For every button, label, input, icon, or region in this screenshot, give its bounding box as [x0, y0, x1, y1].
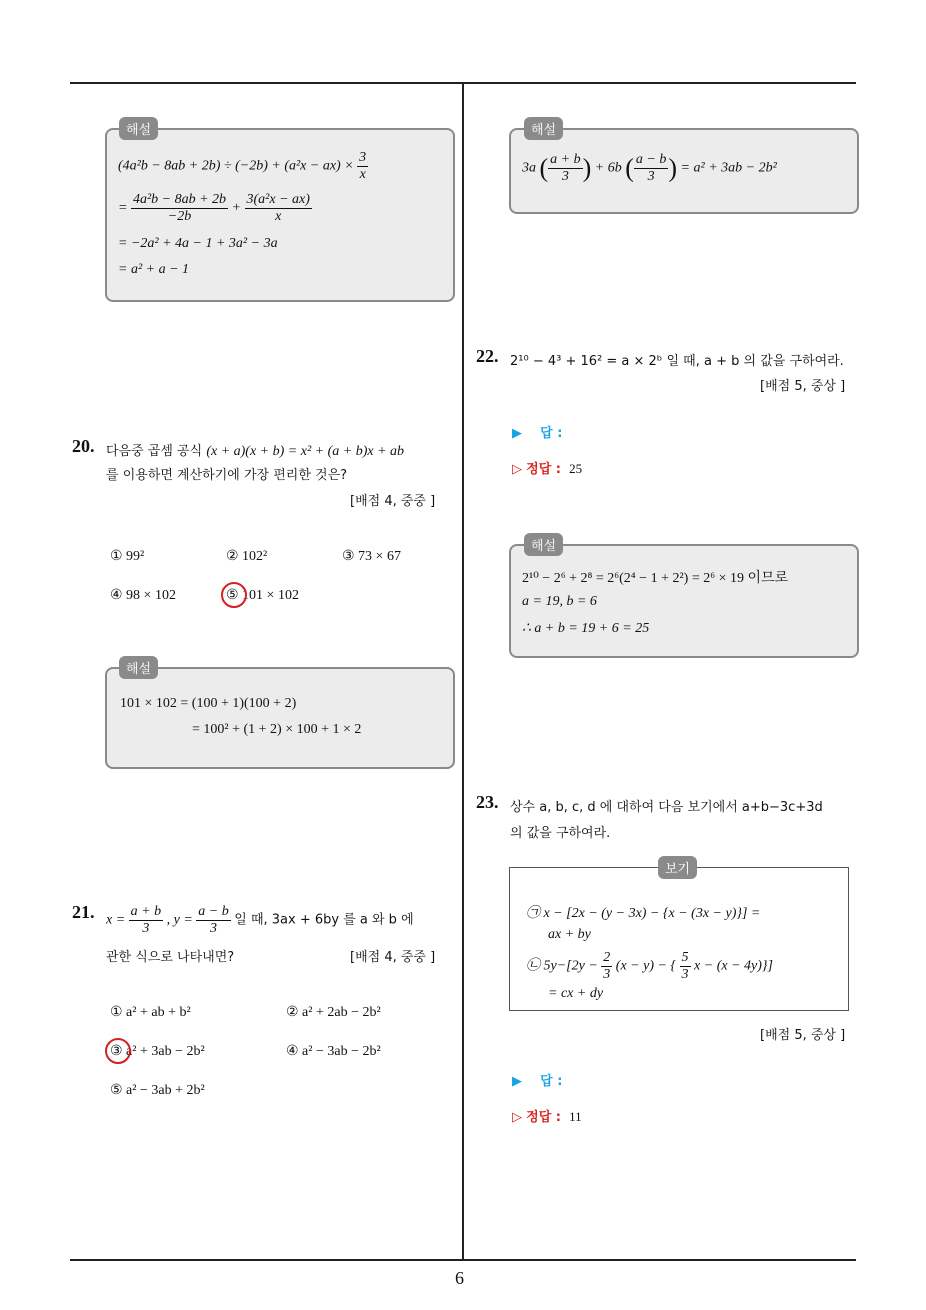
q19-solution-tag: 해설: [119, 117, 158, 140]
q23-correct-label: 정답 :: [526, 1110, 561, 1125]
q21-sol-rhs: = a² + 3ab − 2b²: [680, 160, 777, 176]
q19-sol-line1-text: (4a²b − 8ab + 2b) ÷ (−2b) + (a²x − ax) ×: [118, 158, 354, 174]
q20-selected-mark: [221, 582, 247, 608]
column-divider: [462, 83, 464, 1260]
q19-sol-line4: = a² + a − 1: [118, 262, 190, 277]
q20-grade: [배점 4, 중중 ]: [350, 494, 436, 509]
correct-triangle-icon: ▷: [512, 1110, 522, 1125]
q23-text-line2: 의 값을 구하여라.: [510, 826, 611, 841]
q19-f2-den: x: [275, 209, 282, 224]
q19-sol-line2: [118, 192, 312, 225]
q20-text-line1: [106, 440, 404, 460]
q21-y-eq: , y =: [166, 912, 193, 928]
q22-answer-label: 답 :: [540, 426, 563, 441]
q20-choice-3[interactable]: ③ 73 × 67: [342, 549, 401, 564]
q19-frac-num: 3: [359, 150, 367, 165]
q23-i2-num1: 2: [603, 950, 611, 965]
q21-choice-2[interactable]: ② a² + 2ab − 2b²: [286, 1005, 381, 1020]
q23-i2-den1: 3: [603, 967, 611, 982]
q21-number: 21.: [72, 902, 95, 922]
q20-choice-5[interactable]: ⑤ 101 × 102: [226, 588, 299, 603]
q23-item1-line1: ㉠ x − [2x − (y − 3x) − {x − (3x − y)}] =: [526, 906, 761, 921]
q22-solution-tag: 해설: [524, 533, 563, 556]
q22-answer-row: [512, 422, 562, 441]
q21-sol-n1: a + b: [550, 152, 581, 167]
correct-triangle-icon: ▷: [512, 462, 522, 477]
q23-i2-pre: ㉡ 5y−[2y −: [526, 958, 598, 974]
q21-y-num: a − b: [198, 904, 229, 919]
q21-text-line2: 관한 식으로 나타내면?: [106, 950, 235, 965]
q22-correct-value: 25: [569, 461, 583, 476]
q21-sol-n2: a − b: [635, 152, 667, 167]
q22-text: 2¹⁰ − 4³ + 16² = a × 2ᵇ 일 때, a + b 의 값을 구하여라.: [510, 354, 844, 369]
q19-sol-line1: [118, 150, 368, 183]
q20-sol-line1: 101 × 102 = (100 + 1)(100 + 2): [120, 696, 297, 711]
answer-arrow-icon: ▶: [512, 426, 522, 441]
page-number: 6: [455, 1268, 464, 1288]
q20-choice-2[interactable]: ② 102²: [226, 549, 268, 564]
q23-text-line1: 상수 a, b, c, d 에 대하여 다음 보기에서 a+b−3c+3d: [510, 800, 823, 815]
q23-correct-row: [512, 1106, 582, 1125]
q23-answer-row: [512, 1070, 562, 1089]
q21-sol-a: 3a: [522, 160, 536, 176]
q21-sol-line: 3a ( $\frac{a + b}{3}$ ) + 6b ( $\frac{a - b}{3}$ ) = a² + 3ab − 2b²: [522, 152, 777, 184]
q19-frac-den: x: [359, 167, 366, 182]
q21-choice-3[interactable]: ③ a² + 3ab − 2b²: [110, 1044, 205, 1059]
q21-text-line1: [106, 904, 414, 937]
q21-sol-mid: + 6b: [594, 160, 622, 176]
bottom-rule: [70, 1259, 856, 1261]
q21-selected-mark: [105, 1038, 131, 1064]
q22-sol-line3: ∴ a + b = 19 + 6 = 25: [522, 621, 650, 636]
q22-number: 22.: [476, 346, 499, 366]
q19-l2-eq: =: [118, 200, 128, 216]
q21-text1: 일 때, 3ax + 6by 를 a 와 b 에: [234, 912, 414, 928]
answer-arrow-icon: ▶: [512, 1074, 522, 1089]
q23-i2-num2: 5: [681, 950, 689, 965]
q23-i2-den2: 3: [681, 967, 689, 982]
q23-item2-line2: = cx + dy: [548, 986, 604, 1001]
q21-y-den: 3: [210, 921, 218, 936]
q22-correct-label: 정답 :: [526, 462, 561, 477]
q20-formula: (x + a)(x + b) = x² + (a + b)x + ab: [206, 444, 405, 459]
q21-x-den: 3: [142, 921, 150, 936]
q20-solution-tag: 해설: [119, 656, 158, 679]
q21-sol-d1: 3: [561, 169, 569, 184]
q19-f1-num: 4a²b − 8ab + 2b: [132, 192, 227, 207]
q19-sol-line3: = −2a² + 4a − 1 + 3a² − 3a: [118, 236, 278, 251]
q20-choice-4[interactable]: ④ 98 × 102: [110, 588, 176, 603]
q21-choice-1[interactable]: ① a² + ab + b²: [110, 1005, 191, 1020]
q23-example-tag: 보기: [658, 856, 697, 879]
q22-sol-line2: a = 19, b = 6: [522, 594, 597, 609]
q22-grade: [배점 5, 중상 ]: [760, 379, 846, 394]
q21-choice-5[interactable]: ⑤ a² − 3ab + 2b²: [110, 1083, 205, 1098]
q21-choice-4[interactable]: ④ a² − 3ab − 2b²: [286, 1044, 381, 1059]
q23-i2-post: x − (x − 4y)}]: [694, 958, 773, 974]
q23-item2-line1: [526, 950, 773, 983]
q20-solution-box: [105, 667, 455, 769]
q22-correct-row: [512, 458, 582, 477]
q20-text1: 다음중 곱셈 공식: [106, 444, 203, 459]
q22-sol-line1: 2¹⁰ − 2⁶ + 2⁸ = 2⁶(2⁴ − 1 + 2²) = 2⁶ × 19 이므로: [522, 571, 789, 586]
q20-choice-1[interactable]: ① 99²: [110, 549, 145, 564]
q21-sol-d2: 3: [647, 169, 655, 184]
q21-x-num: a + b: [130, 904, 162, 919]
q23-grade: [배점 5, 중상 ]: [760, 1028, 846, 1043]
q19-f2-num: 3(a²x − ax): [246, 192, 310, 207]
q19-f1-den: −2b: [167, 209, 192, 224]
q20-text-line2: 를 이용하면 계산하기에 가장 편리한 것은?: [106, 468, 348, 483]
q23-answer-label: 답 :: [540, 1074, 563, 1089]
q21-grade: [배점 4, 중중 ]: [350, 950, 436, 965]
q23-correct-value: 11: [569, 1109, 582, 1124]
q20-sol-line2: = 100² + (1 + 2) × 100 + 1 × 2: [192, 722, 362, 737]
q19-l2-plus: +: [231, 200, 241, 216]
q23-item1-line2: ax + by: [548, 927, 591, 942]
q21-solution-tag: 해설: [524, 117, 563, 140]
q20-number: 20.: [72, 436, 95, 456]
q23-number: 23.: [476, 792, 499, 812]
q23-i2-mid: (x − y) − {: [615, 958, 677, 974]
q21-x-eq: x =: [106, 912, 126, 928]
